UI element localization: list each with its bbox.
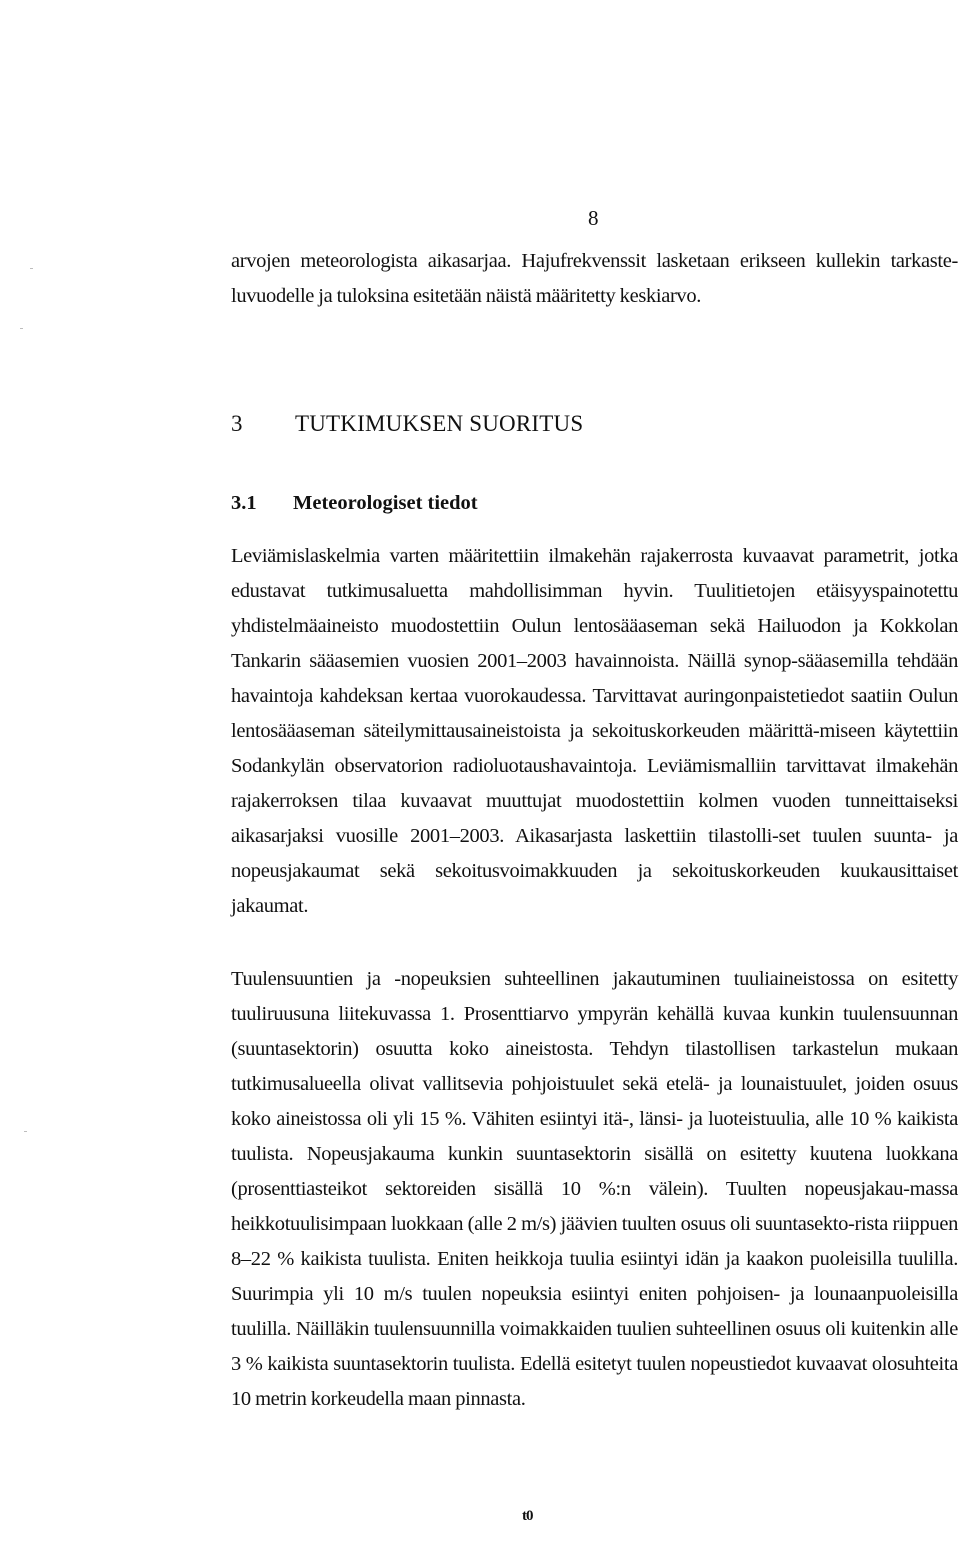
- section-heading: [231, 411, 583, 437]
- body-paragraph-meteorology: Leviämislaskelmia varten määritettiin ilmakehän rajakerrosta kuvaavat parametrit, jotka edustavat tutkimusaluetta mahdollisimman hyvin. Tuulitietojen etäisyyspainotettu yhdistelmäaineisto muodostettiin Oulun lentosääaseman sekä Hailuodon ja Kokkolan Tankarin sääasemien vuosien 2001–2003 havainnoista. Näillä synop-sääasemilla tehdään havaintoja kahdeksan kertaa vuorokaudessa. Tarvittavat auringonpaistetiedot saatiin Oulun lentosääaseman säteilymittausaineistoista ja sekoituskorkeuden määrittä-miseen käytettiin Sodankylän observatorion radioluotaushavaintoja. Leviämismalliin tarvittavat ilmakehän rajakerroksen tilaa kuvaavat muuttujat muodostettiin kolmen vuoden tunneittaiseksi aikasarjaksi vuosille 2001–2003. Aikasarjasta laskettiin tilastolli-set tuulen suunta- ja nopeusjakaumat sekä sekoitusvoimakkuuden ja sekoituskorkeuden kuukausittaiset jakaumat.: [231, 545, 958, 917]
- scan-speck: [24, 1131, 27, 1132]
- subsection-heading: [231, 492, 478, 515]
- subsection-number: 3.1: [231, 492, 257, 514]
- footer-mark: t0: [522, 1508, 533, 1524]
- body-paragraph-wind-distribution: Tuulensuuntien ja -nopeuksien suhteellinen jakautuminen tuuliaineistossa on esitetty tuuliruusuna liitekuvassa 1. Prosenttiarvo ympyrän kehällä kuvaa kunkin tuulensuunnan (suuntasektorin) osuutta koko aineistosta. Tehdyn tilastollisen tarkastelun mukaan tutkimusalueella olivat vallitsevia pohjoistuulet sekä etelä- ja lounaistuulet, joiden osuus koko aineistossa oli yli 15 %. Vähiten esiintyi itä-, länsi- ja luoteistuulia, alle 10 % kaikista tuulista. Nopeusjakauma kunkin suuntasektorin sisällä on esitetty kuutena luokkana (prosenttiasteikot sektoreiden sisällä 10 %:n välein). Tuulten nopeusjakau-massa heikkotuulisimpaan luokkaan (alle 2 m/s) jäävien tuulten osuus oli suuntasekto-rista riippuen 8–22 % kaikista tuulista. Eniten heikkoja tuulia esiintyi idän ja kaakon puoleisilla tuulilla. Suurimpia yli 10 m/s tuulen nopeuksia esiintyi eniten pohjoisen- ja lounaanpuoleisilla tuulilla. Näilläkin tuulensuunnilla voimakkaiden tuulien suhteellinen osuus oli kuitenkin alle 3 % kaikista suuntasektorin tuulista. Edellä esitetyt tuulen nopeustiedot kuvaavat olosuhteita 10 metrin korkeudella maan pinnasta.: [231, 968, 958, 1410]
- scan-speck: [20, 328, 23, 329]
- subsection-title: Meteorologiset tiedot: [293, 492, 478, 514]
- page-number: 8: [588, 206, 599, 230]
- scan-speck: [30, 268, 33, 269]
- intro-paragraph: arvojen meteorologista aikasarjaa. Hajufrekvenssit lasketaan erikseen kullekin tarkaste-luvuodelle ja tuloksina esitetään näistä määritetty keskiarvo.: [231, 250, 958, 307]
- section-number: 3: [231, 411, 243, 436]
- section-title: TUTKIMUKSEN SUORITUS: [295, 411, 584, 436]
